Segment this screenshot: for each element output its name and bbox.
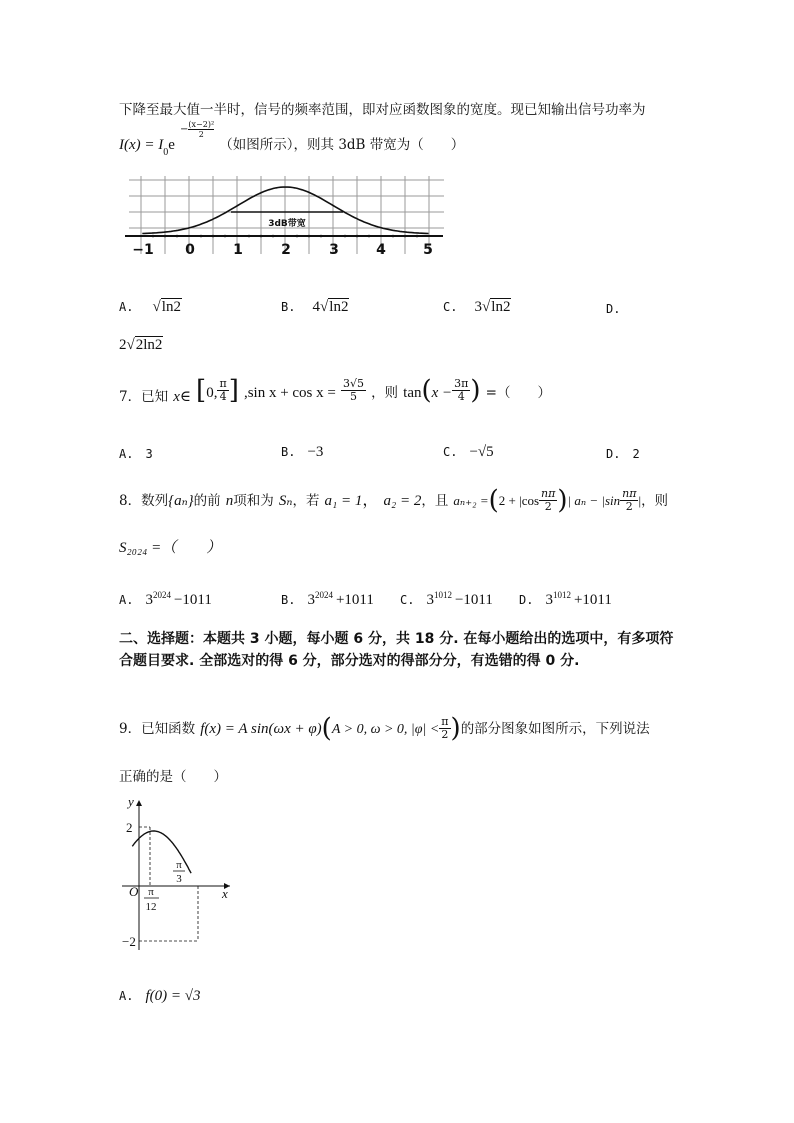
q7-option-a[interactable]: [119, 443, 153, 462]
q9-stem-line2: 正确的是（ ）: [119, 769, 227, 785]
q8-frac-num: nπ: [622, 487, 637, 500]
option-value: 2: [632, 447, 640, 461]
q8-number: 8．: [119, 493, 142, 509]
q8-rec-mid: | aₙ − |sin: [567, 493, 621, 508]
q9-guide-lines: [139, 827, 198, 941]
q6-text-line2-tail: （如图所示），则其 3dB 带宽为（ ）: [219, 137, 465, 153]
option-exp: 1012: [552, 590, 571, 600]
q7-option-d[interactable]: [606, 443, 640, 462]
q8-frac-num: nπ: [541, 487, 556, 500]
q7-frac-den: 4: [219, 390, 227, 403]
q9-condition: A > 0, ω > 0, |φ| <: [331, 722, 440, 737]
q7-frac-den: 4: [457, 390, 465, 403]
q6-exp-num: (x−2)²: [188, 120, 215, 129]
q8-stem: 8．数列{aₙ}的前 n项和为 Sₙ，若 a₁ = 1， a₂ = 2，且 aₙ₊₂ =(2 + |cos $\frac{n\pi}{2}$ )| aₙ − |sin $\frac{n\pi}{2}$ |，则: [119, 485, 669, 516]
option-base: 3: [145, 592, 153, 608]
q9-number: 9．: [119, 721, 142, 737]
q9-origin-label: O: [129, 884, 139, 899]
option-rest: −1011: [454, 592, 493, 608]
q7-cond-a: x∈: [173, 389, 191, 405]
q6-option-d[interactable]: [606, 298, 620, 317]
q8-text: ，若: [292, 493, 320, 509]
q7-frac-num: 3√5: [342, 377, 364, 390]
q8-option-b[interactable]: [281, 589, 374, 609]
option-coef: 4: [312, 299, 321, 315]
q7-then: ，则: [371, 385, 399, 401]
q7-frac-num: π: [219, 377, 227, 390]
q9-text: 已知函数: [141, 721, 196, 737]
option-letter: B.: [281, 593, 296, 607]
q6-tick-label: 3: [329, 242, 339, 258]
q9-option-a[interactable]: [119, 985, 200, 1005]
option-exp: 2024: [152, 590, 171, 600]
option-letter: B.: [281, 445, 296, 459]
q8-s: Sₙ: [278, 493, 293, 509]
q6-band-label: 3dB带宽: [268, 219, 306, 229]
q8-option-c[interactable]: [400, 589, 493, 609]
q8-n: n: [225, 493, 234, 509]
q9-tick2-num: π: [176, 859, 182, 871]
option-base: 3: [307, 592, 315, 608]
q9-tick1-num: π: [148, 886, 154, 898]
option-coef: 3: [474, 299, 483, 315]
option-radicand: ln2: [329, 299, 349, 315]
q9-frac-den: 2: [441, 728, 449, 741]
q6-text-line1: 下降至最大值一半时，信号的频率范围，即对应函数图象的宽度。现已知输出信号功率为: [119, 102, 646, 118]
q9-tick1-den: 12: [145, 901, 157, 913]
option-base: 3: [426, 592, 434, 608]
option-letter: B.: [281, 300, 296, 314]
q6-tick-label: 0: [185, 242, 195, 258]
option-letter: D.: [606, 302, 621, 316]
option-radicand: ln2: [491, 299, 511, 315]
q8-a1: a₁ = 1: [324, 493, 363, 509]
q6-formula-left: I(x) = I: [119, 137, 164, 153]
q7-tail: =（ ）: [485, 385, 551, 401]
option-letter: A.: [119, 447, 134, 461]
q7-frac-den: 5: [349, 390, 357, 403]
q6-option-a[interactable]: A. √ln2: [119, 299, 181, 315]
q7-frac-num: 3π: [454, 377, 469, 390]
option-value: f(0) = √3: [145, 988, 201, 1004]
option-radicand: 2ln2: [135, 337, 163, 353]
q6-option-c[interactable]: C. 3√ln2: [443, 299, 511, 315]
q8-text: 项和为: [233, 493, 274, 509]
option-value: −√5: [469, 444, 494, 460]
q8-frac-den: 2: [625, 500, 633, 513]
q8-rec-left: aₙ₊₂ =: [453, 493, 489, 508]
q8-a2: a₂ = 2: [383, 493, 422, 509]
q8-option-a[interactable]: [119, 589, 212, 609]
q9-y-arrow: [136, 800, 142, 806]
q8-text: ，则: [641, 493, 669, 509]
option-letter: D.: [606, 447, 621, 461]
q6-formula-sub: 0: [163, 147, 169, 159]
q6-formula-line: [119, 122, 464, 158]
q6-exp-den: 2: [198, 130, 204, 139]
q8-frac-den: 2: [544, 500, 552, 513]
option-letter: A.: [119, 989, 134, 1003]
q6-formula-exponent: − $\frac{\text{(x−2)²}}{2}$: [180, 120, 215, 139]
q9-y-label: y: [128, 794, 134, 809]
q7-option-c[interactable]: [443, 441, 494, 461]
option-letter: C.: [443, 300, 458, 314]
q6-option-d-value: 2√2ln2: [119, 337, 163, 353]
q8-rec-end: |: [638, 493, 642, 508]
q8-rec-cos: 2 + |cos: [498, 493, 540, 508]
q9-text: 的部分图象如图所示，下列说法: [460, 721, 650, 737]
option-letter: D.: [519, 593, 534, 607]
q7-number: 7．: [119, 389, 142, 405]
q6-tick-label: 2: [281, 242, 291, 258]
option-exp: 1012: [433, 590, 452, 600]
q6-tick-label: −1: [132, 242, 154, 258]
q9-sine-graph: [118, 792, 238, 952]
q8-text: ，且: [421, 493, 449, 509]
q9-function: f(x) = A sin(ωx + φ): [200, 721, 322, 737]
option-coef: 2: [119, 337, 127, 353]
q9-sine-curve: [132, 831, 191, 873]
q7-cond-b: ,sin x + cos x =: [243, 385, 336, 401]
q8-text: 数列: [141, 493, 169, 509]
q6-tick-labels: [132, 242, 433, 258]
q7-tan-in: x −: [431, 385, 453, 401]
q8-text: 的前: [193, 493, 221, 509]
q9-tick2-den: 3: [176, 873, 182, 885]
q6-tick-label: 5: [423, 242, 433, 258]
q8-option-d[interactable]: [519, 589, 612, 609]
q7-option-b[interactable]: [281, 441, 323, 461]
option-value: −3: [307, 444, 324, 460]
q6-tick-label: 1: [233, 242, 243, 258]
q7-text: 已知: [141, 389, 169, 405]
q9-stem: 9．已知函数 f(x) = A sin(ωx + φ)(A > 0, ω > 0, |φ| < $\frac{\pi}{2}$ )的部分图象如图所示，下列说法: [119, 713, 650, 744]
q7-tan: tan: [403, 385, 422, 401]
option-rest: +1011: [335, 592, 374, 608]
option-letter: A.: [119, 300, 134, 314]
option-letter: A.: [119, 593, 134, 607]
option-rest: +1011: [573, 592, 612, 608]
q6-signal-graph: [119, 176, 449, 264]
q6-tick-label: 4: [376, 242, 386, 258]
option-rest: −1011: [173, 592, 212, 608]
section-heading: 二、选择题：本题共 3 小题，每小题 6 分，共 18 分. 在每小题给出的选项中，有多项符合题目要求. 全部选对的得 6 分，部分选对的得部分分，有选错的得 0 分.: [119, 631, 674, 669]
option-exp: 2024: [314, 590, 333, 600]
q9-frac-num: π: [441, 715, 449, 728]
q7-stem: $_{7.已知}$ x∈ [0, $\frac{\pi}{4}$ ] ,sin x + cos x = $\frac{3√5}{5}$ ，则 tan(x − $\frac{3\pi}{4}$ ) =（ ）: [119, 375, 551, 406]
option-letter: C.: [443, 445, 458, 459]
q9-y-bottom-label: −2: [122, 934, 136, 949]
q8-seq: {aₙ}: [168, 493, 194, 509]
q9-x-label: x: [222, 886, 228, 901]
q9-y-top-label: 2: [126, 820, 133, 835]
q8-stem-line2: S₂₀₂₄ =（ ）: [119, 540, 222, 556]
option-radicand: ln2: [161, 299, 181, 315]
q6-formula-e: e: [168, 137, 175, 153]
option-letter: C.: [400, 593, 415, 607]
q6-option-b[interactable]: B. 4√ln2: [281, 299, 349, 315]
option-base: 3: [545, 592, 553, 608]
option-value: 3: [145, 447, 153, 461]
